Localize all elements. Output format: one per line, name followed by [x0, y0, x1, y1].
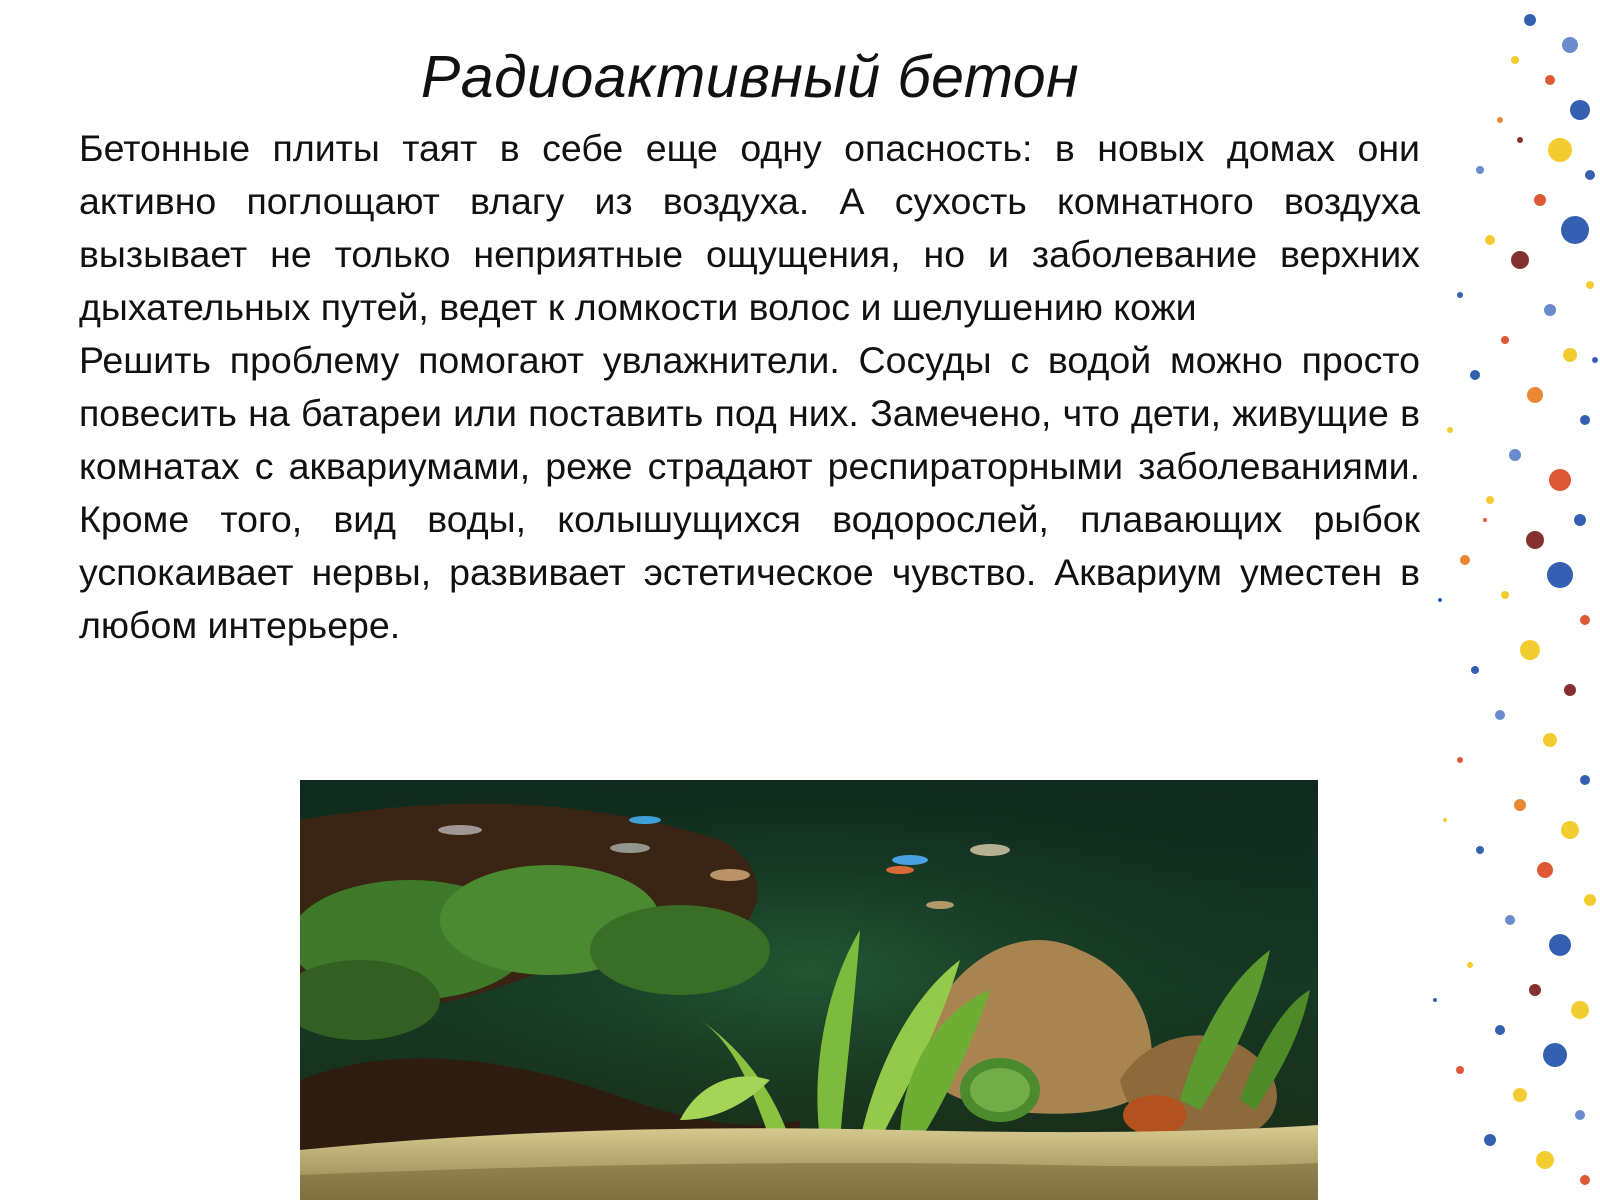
- paragraph-humidifiers-aquarium: Решить проблему помогают увлажнители. Сосуды с водой можно просто повесить на батареи или поставить под них. Замечено, что дети, живущие в комнатах с аквариумами, реже страдают респираторными заболеваниями. Кроме того, вид воды, колышущихся водорослей, плавающих рыбок успокаивает нервы, развивает эстетическое чувство. Аквариум уместен в любом интерьере.: [79, 339, 1420, 646]
- aquarium-illustration: [300, 780, 1318, 1200]
- paint-splatter-decoration: [1420, 0, 1600, 1200]
- paragraph-concrete-humidity: Бетонные плиты таят в себе еще одну опасность: в новых домах они активно поглощают влагу из воздуха. А сухость комнатного воздуха вызывает не только неприятные ощущения, но и заболевание верхних дыхательных путей, ведет к ломкости волос и шелушению кожи: [79, 127, 1420, 328]
- splatter-dots: [1433, 14, 1598, 1185]
- slide-body-text: [79, 122, 1420, 652]
- aquarium-photo: [300, 780, 1318, 1200]
- slide-title: Радиоактивный бетон: [420, 44, 1080, 110]
